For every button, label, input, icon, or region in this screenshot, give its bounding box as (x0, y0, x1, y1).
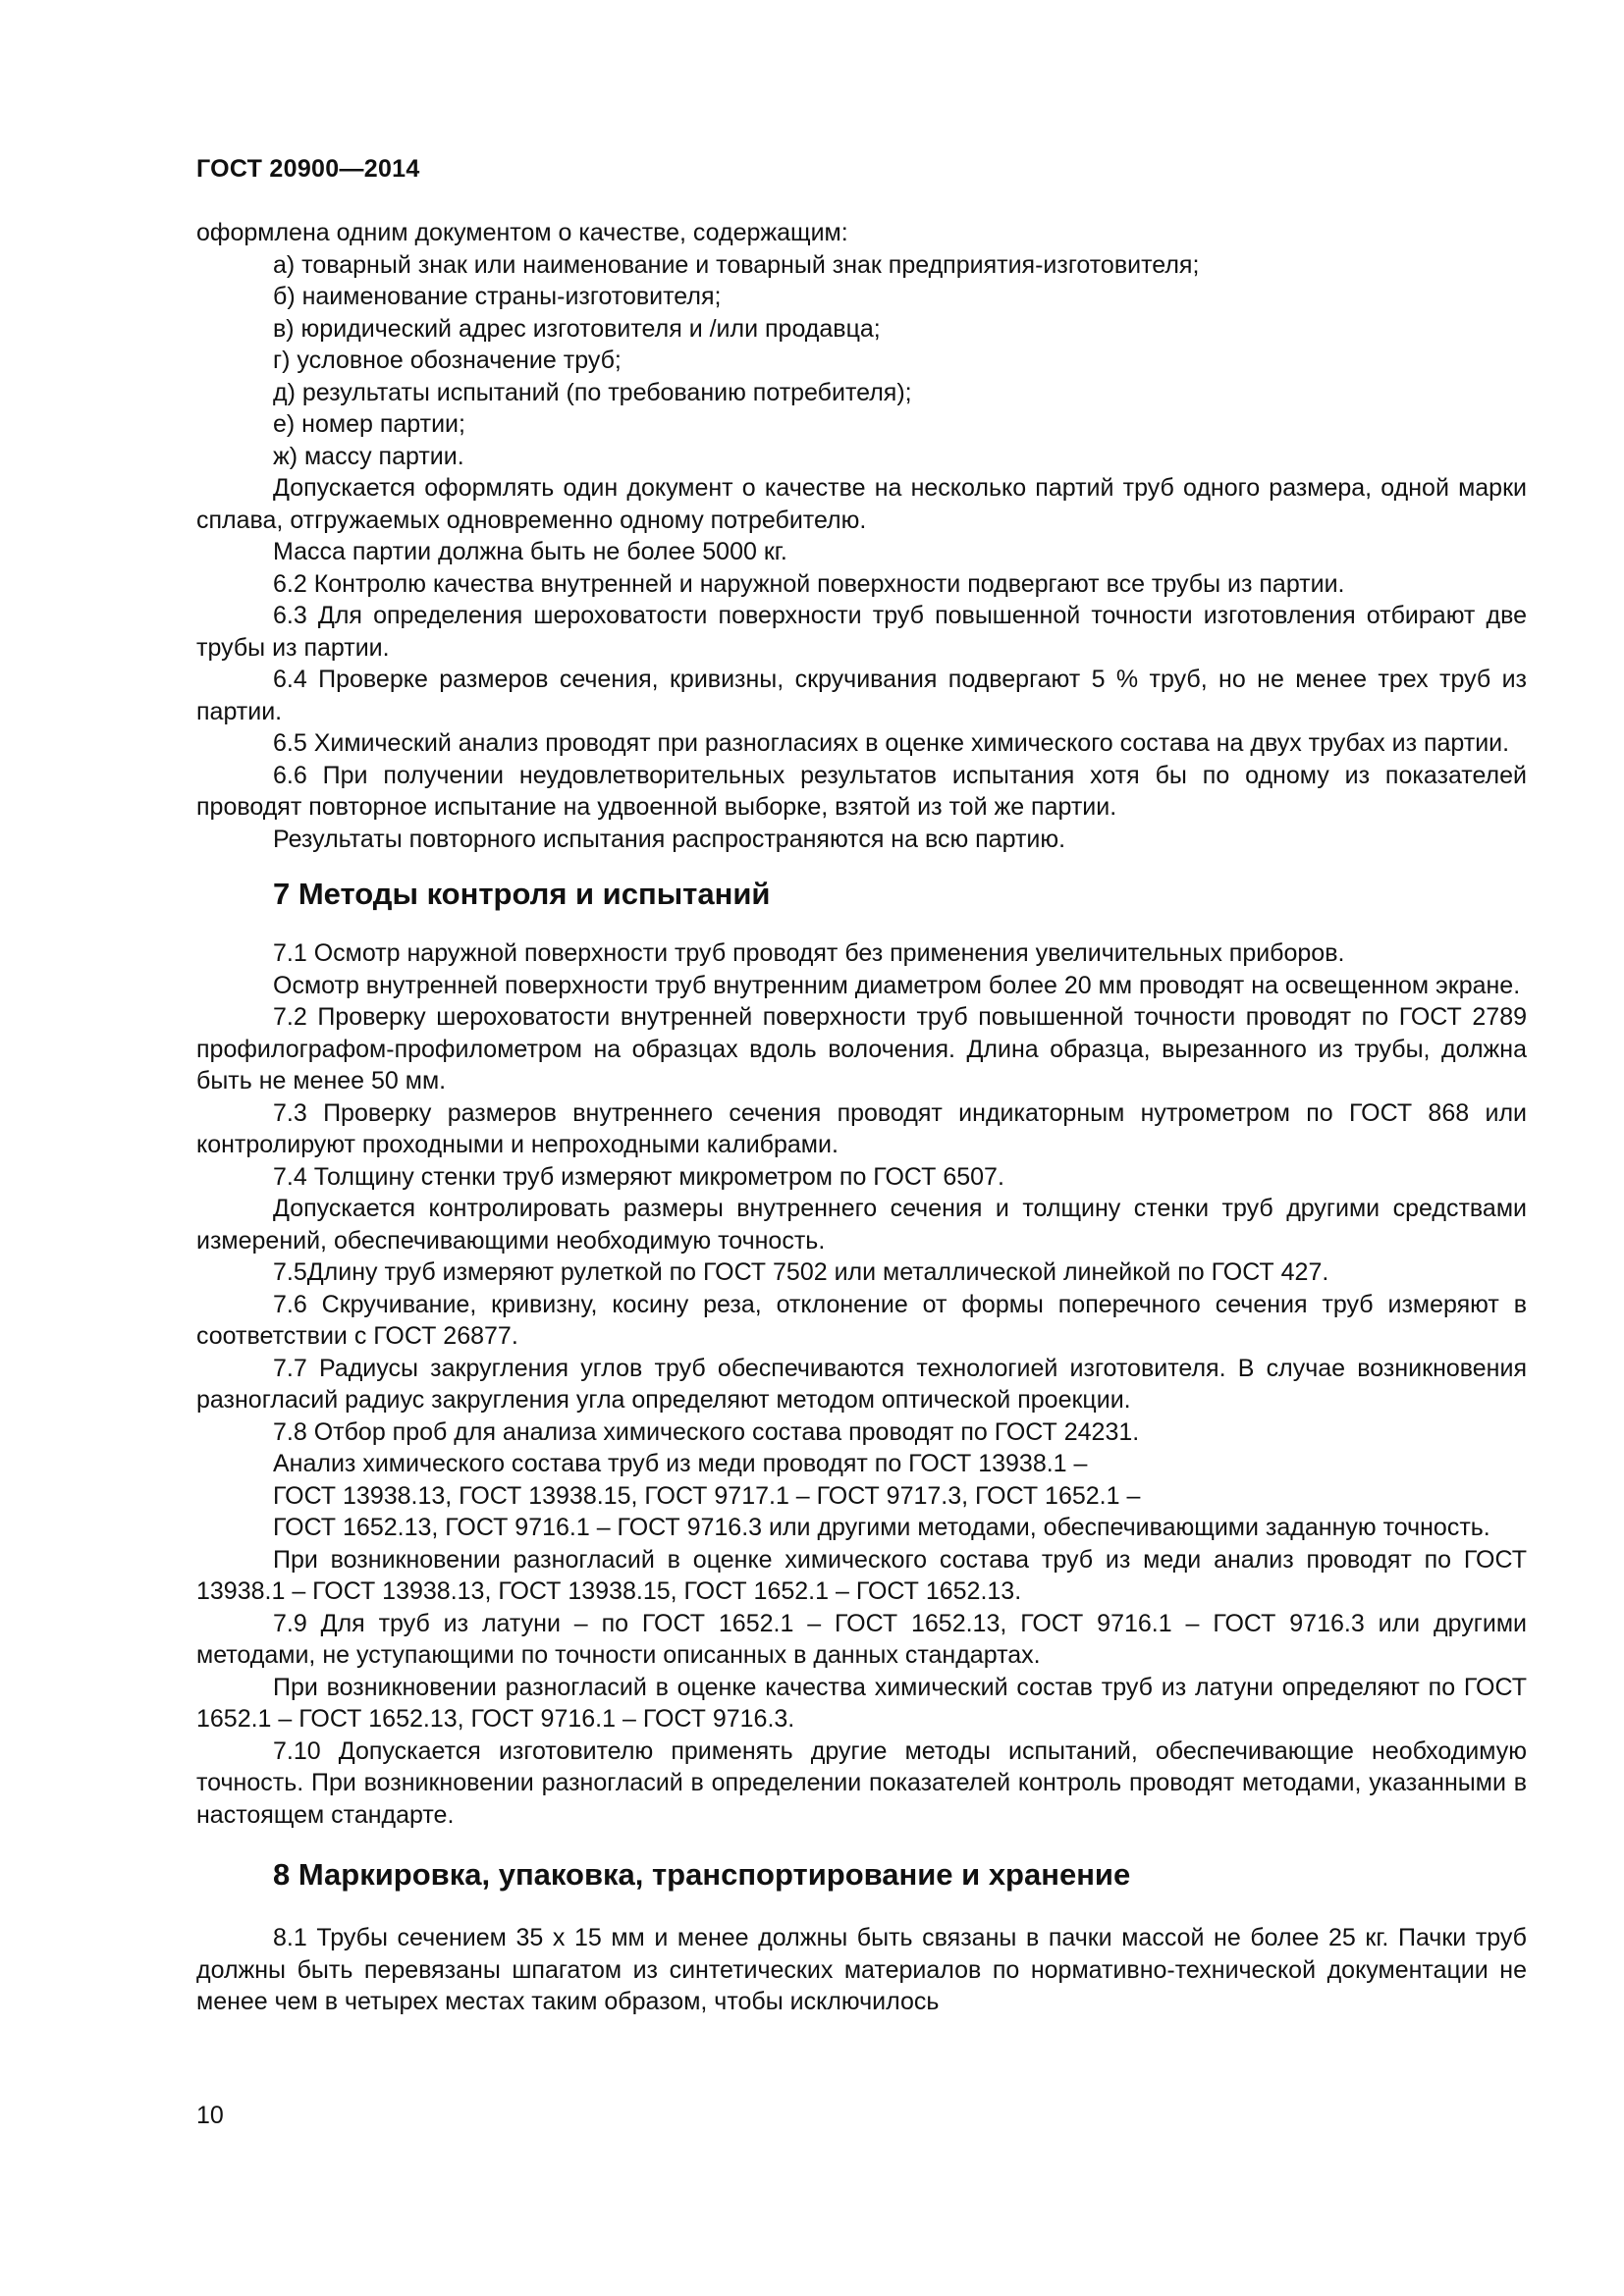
clause-7-10: 7.10 Допускается изготовителю применять другие методы испытаний, обеспечивающие необходимую точность. При возникновении разногласий в определении показателей контроль проводят методами, указанными в настоящем стандарте. (196, 1736, 1527, 1829)
clause-7-9: 7.9 Для труб из латуни – по ГОСТ 1652.1 – ГОСТ 1652.13, ГОСТ 9716.1 – ГОСТ 9716.3 или другими методами, не уступающими по точности описанных в данных стандартах. (196, 1609, 1527, 1669)
clause-7-8: 7.8 Отбор проб для анализа химического состава проводят по ГОСТ 24231. (273, 1417, 1140, 1446)
running-header: ГОСТ 20900—2014 (196, 155, 420, 183)
page-body (196, 217, 1527, 2018)
clause-6-3: 6.3 Для определения шероховатости поверхности труб повышенной точности изготовления отбирают две трубы из партии. (196, 602, 1527, 662)
paragraph: При возникновении разногласий в оценке качества химический состав труб из латуни определяют по ГОСТ 1652.1 – ГОСТ 1652.13, ГОСТ 9716.1 – ГОСТ 9716.3. (196, 1673, 1527, 1733)
list-item: г) условное обозначение труб; (273, 347, 622, 374)
clause-7-4: 7.4 Толщину стенки труб измеряют микрометром по ГОСТ 6507. (273, 1162, 1004, 1191)
paragraph: Результаты повторного испытания распространяются на всю партию. (273, 825, 1066, 853)
clause-8-1: 8.1 Трубы сечением 35 х 15 мм и менее должны быть связаны в пачки массой не более 25 кг. Пачки труб должны быть перевязаны шпагатом из синтетических материалов по нормативно-технической документации не менее чем в четырех местах таким образом, чтобы исключилось (196, 1924, 1527, 2015)
page-number: 10 (196, 2102, 224, 2129)
list-item: в) юридический адрес изготовителя и /или продавца; (273, 314, 881, 343)
intro-line: оформлена одним документом о качестве, содержащим: (196, 219, 848, 246)
clause-6-6: 6.6 При получении неудовлетворительных результатов испытания хотя бы по одному из показателей проводят повторное испытание на удвоенной выборке, взятой из той же партии. (196, 761, 1527, 821)
clause-6-4: 6.4 Проверке размеров сечения, кривизны, скручивания подвергают 5 % труб, но не менее трех труб из партии. (196, 666, 1527, 725)
paragraph: При возникновении разногласий в оценке химического состава труб из меди анализ проводят по ГОСТ 13938.1 – ГОСТ 13938.13, ГОСТ 13938.15, ГОСТ 1652.1 – ГОСТ 1652.13. (196, 1545, 1527, 1605)
paragraph: ГОСТ 13938.13, ГОСТ 13938.15, ГОСТ 9717.1 – ГОСТ 9717.3, ГОСТ 1652.1 – (273, 1481, 1141, 1510)
section-7-heading: 7 Методы контроля и испытаний (273, 877, 771, 911)
list-item: д) результаты испытаний (по требованию потребителя); (273, 378, 912, 406)
paragraph: Допускается контролировать размеры внутреннего сечения и толщину стенки труб другими средствами измерений, обеспечивающими необходимую точность. (196, 1195, 1527, 1255)
clause-7-2: 7.2 Проверку шероховатости внутренней поверхности труб повышенной точности проводят по ГОСТ 2789 профилографом-профилометром на образцах вдоль волочения. Длина образца, вырезанного из трубы, должна быть не менее 50 мм. (196, 1003, 1527, 1095)
clause-7-3: 7.3 Проверку размеров внутреннего сечения проводят индикаторным нутрометром по ГОСТ 868 или контролируют проходными и непроходными калибрами. (196, 1098, 1527, 1158)
paragraph: Допускается оформлять один документ о качестве на несколько партий труб одного размера, одной марки сплава, отгружаемых одновременно одному потребителю. (196, 474, 1527, 534)
section-8-heading: 8 Маркировка, упаковка, транспортирование и хранение (273, 1857, 1131, 1892)
clause-7-5: 7.5Длину труб измеряют рулеткой по ГОСТ 7502 или металлической линейкой по ГОСТ 427. (273, 1258, 1329, 1286)
paragraph: Осмотр внутренней поверхности труб внутренним диаметром более 20 мм проводят на освещенном экране. (273, 971, 1521, 999)
clause-7-7: 7.7 Радиусы закругления углов труб обеспечиваются технологией изготовителя. В случае возникновения разногласий радиус закругления угла определяют методом оптической проекции. (196, 1354, 1527, 1414)
paragraph: Масса партии должна быть не более 5000 кг. (273, 538, 787, 565)
paragraph: Анализ химического состава труб из меди проводят по ГОСТ 13938.1 – (273, 1450, 1088, 1477)
paragraph: ГОСТ 1652.13, ГОСТ 9716.1 – ГОСТ 9716.3 или другими методами, обеспечивающими заданную точность. (273, 1514, 1490, 1541)
clause-7-1: 7.1 Осмотр наружной поверхности труб проводят без применения увеличительных приборов. (273, 939, 1345, 967)
clause-6-5: 6.5 Химический анализ проводят при разногласиях в оценке химического состава на двух трубах из партии. (273, 729, 1510, 757)
list-item: е) номер партии; (273, 410, 465, 438)
clause-7-6: 7.6 Скручивание, кривизну, косину реза, отклонение от формы поперечного сечения труб измеряют в соответствии с ГОСТ 26877. (196, 1290, 1527, 1350)
clause-6-2: 6.2 Контролю качества внутренней и наружной поверхности подвергают все трубы из партии. (273, 569, 1345, 598)
list-item: а) товарный знак или наименование и товарный знак предприятия-изготовителя; (273, 250, 1200, 279)
list-item: ж) массу партии. (273, 442, 464, 470)
list-item: б) наименование страны-изготовителя; (273, 283, 722, 310)
